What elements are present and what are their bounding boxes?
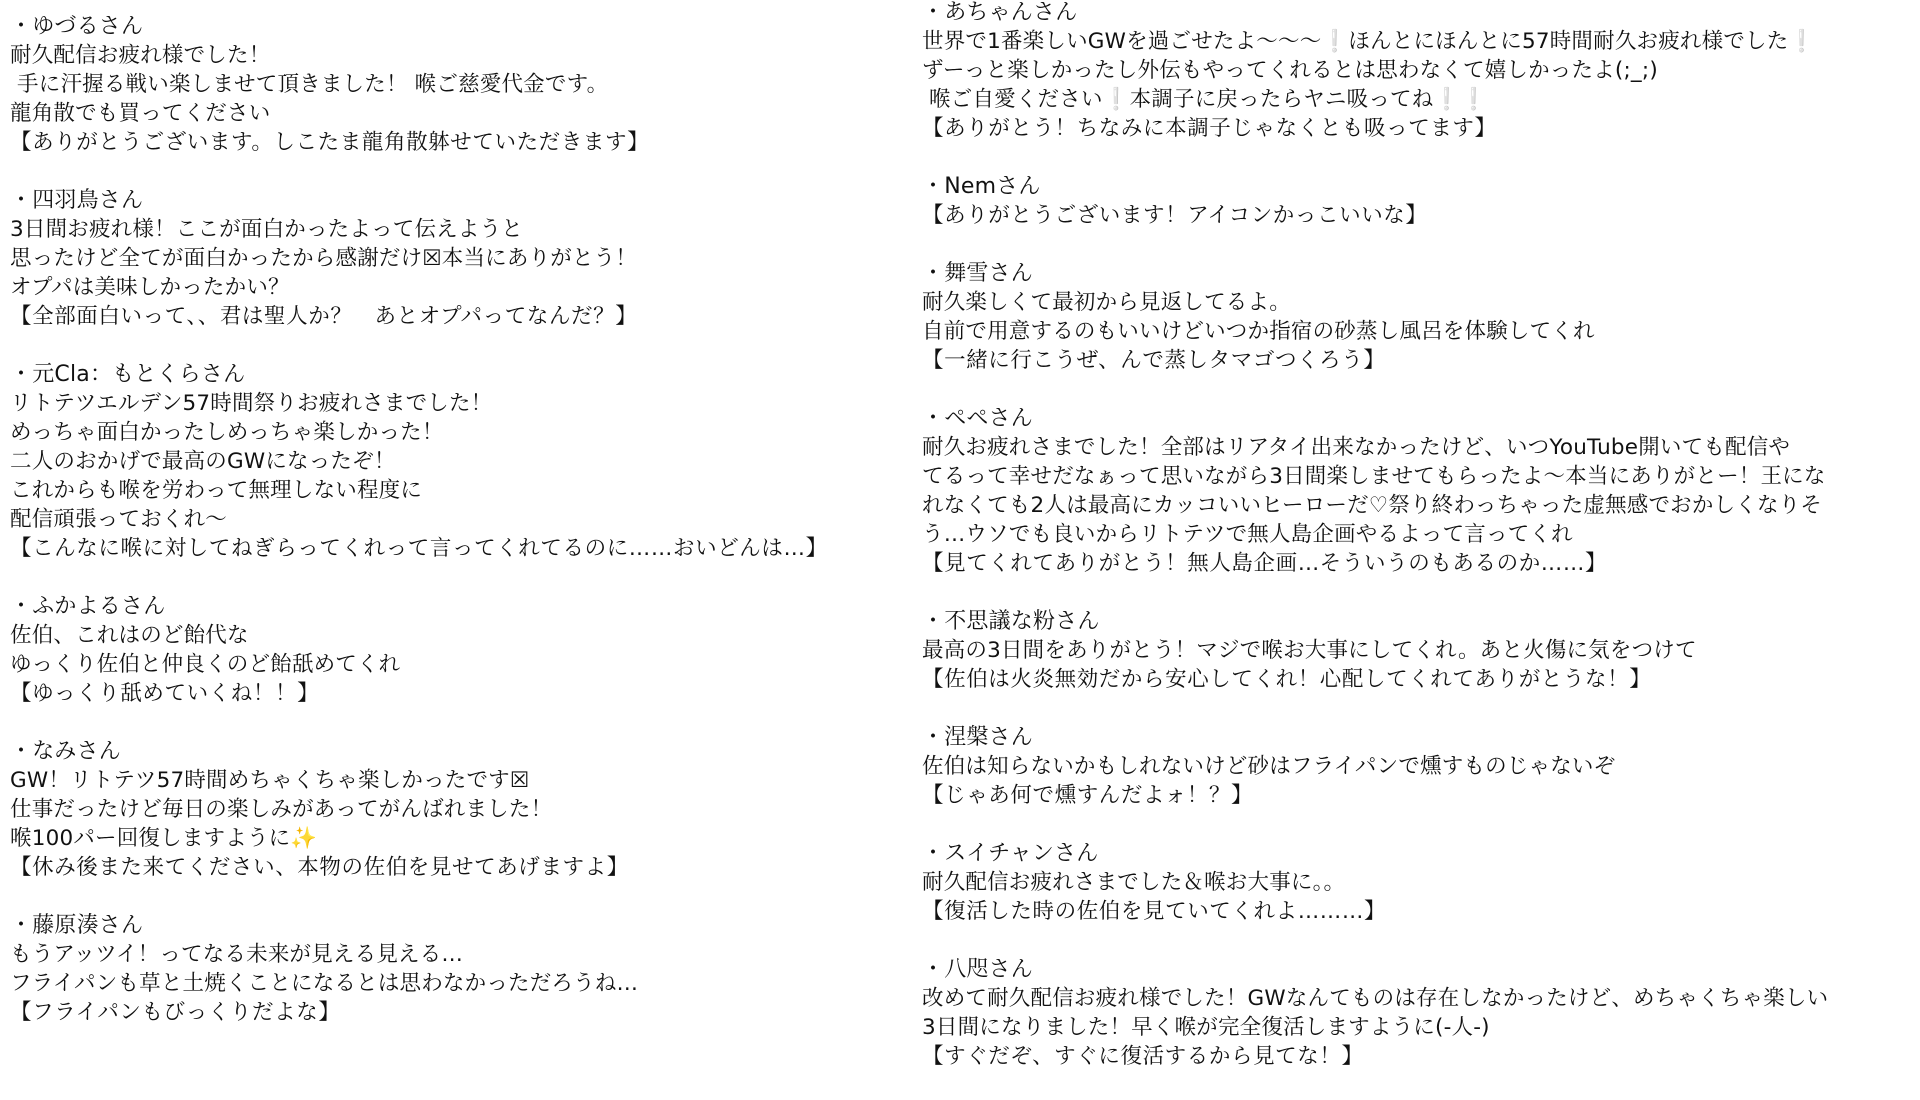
message-line: 喉100パー回復しますように✨ [10,826,318,851]
message-entry [10,592,910,708]
message-line: 耐久お疲れさまでした！全部はリアタイ出来なかったけど、いつYouTube開いても配信や [922,435,1791,460]
message-line: 思ったけど全てが面白かったから感謝だけ☒本当にありがとう！ [10,246,638,271]
message-line: 仕事だったけど毎日の楽しみがあってがんばれました！ [10,797,553,822]
reply-line: 【全部面白いって、、君は聖人か？ あとオプパってなんだ？】 [10,304,638,329]
reply-line: 【一緒に行こうぜ、んで蒸しタマゴつくろう】 [922,348,1386,373]
reply-line: 【ゆっくり舐めていくね！！】 [10,681,320,706]
message-line: オプパは美味しかったかい？ [10,275,290,300]
left-column [10,12,910,1056]
sender-name: ・元Cla：もとくらさん [10,362,246,387]
sender-name: ・藤原湊さん [10,913,144,938]
sender-name: ・スイチャンさん [922,841,1099,866]
reply-line: 【こんなに喉に対してねぎらってくれって言ってくれてるのに……おいどんは…】 [10,536,828,561]
message-line: 3日間になりました！早く喉が完全復活しますように(-人-) [922,1015,1490,1040]
sender-name: ・Nemさん [922,174,1041,199]
sender-name: ・八咫さん [922,957,1034,982]
message-line: 二人のおかげで最高のGWになったぞ！ [10,449,396,474]
message-line: 喉ご自愛ください❕本調子に戻ったらヤニ吸ってね❕❕ [922,87,1488,112]
message-line: リトテツエルデン57時間祭りお疲れさまでした！ [10,391,493,416]
message-line: れなくても2人は最高にカッコいいヒーローだ♡祭り終わっちゃった虚無感でおかしくなりそ [922,493,1823,518]
reply-line: 【ありがとう！ちなみに本調子じゃなくとも吸ってます】 [922,116,1497,141]
sender-name: ・あちゃんさん [922,0,1078,25]
message-line: 自前で用意するのもいいけどいつか指宿の砂蒸し風呂を体験してくれ [922,319,1595,344]
message-line: 手に汗握る戦い楽しませて頂きました！ 喉ご慈愛代金です。 [10,72,609,97]
reply-line: 【すぐだぞ、すぐに復活するから見てな！】 [922,1044,1364,1069]
message-entry [10,737,910,882]
message-line: 耐久楽しくて最初から見返してるよ。 [922,290,1291,315]
sender-name: ・ペペさん [922,406,1034,431]
message-entry [922,404,1912,578]
message-line: 佐伯は知らないかもしれないけど砂はフライパンで燻すものじゃないぞ [922,754,1616,779]
message-line: 耐久配信お疲れさまでした＆喉お大事に。。 [922,870,1346,895]
message-line: てるって幸せだなぁって思いながら3日間楽しませてもらったよ〜本当にありがとー！王にな [922,464,1826,489]
message-entry [922,723,1912,810]
sender-name: ・舞雪さん [922,261,1034,286]
message-line: GW！リトテツ57時間めちゃくちゃ楽しかったです☒ [10,768,530,793]
sender-name: ・四羽鳥さん [10,188,144,213]
message-line: これからも喉を労わって無理しない程度に [10,478,423,503]
message-entry [10,911,910,1027]
message-entry [922,259,1912,375]
reply-line: 【ありがとうございます！アイコンかっこいいな】 [922,203,1428,228]
message-line: 改めて耐久配信お疲れ様でした！GWなんてものは存在しなかったけど、めちゃくちゃ楽しい [922,986,1829,1011]
message-line: 世界で1番楽しいGWを過ごせたよ〜〜〜❕ほんとにほんとに57時間耐久お疲れ様でした❕ [922,29,1816,54]
message-line: う…ウソでも良いからリトテツで無人島企画やるよって言ってくれ [922,522,1573,547]
message-line: 耐久配信お疲れ様でした！ [10,43,271,68]
right-column [922,0,1912,1100]
reply-line: 【休み後また来てください、本物の佐伯を見せてあげますよ】 [10,855,629,880]
message-entry [10,12,910,157]
sender-name: ・不思議な粉さん [922,609,1100,634]
message-line: 佐伯、これはのど飴代な [10,623,249,648]
sender-name: ・ふかよるさん [10,594,166,619]
message-line: 3日間お疲れ様！ここが面白かったよって伝えようと [10,217,523,242]
reply-line: 【フライパンもびっくりだよな】 [10,1000,341,1025]
message-line: ずーっと楽しかったし外伝もやってくれるとは思わなくて嬉しかったよ(;_;) [922,58,1658,83]
message-line: 配信頑張っておくれ〜 [10,507,228,532]
message-entry [922,839,1912,926]
message-entry [922,607,1912,694]
reply-line: 【見てくれてありがとう！無人島企画…そういうのもあるのか……】 [922,551,1608,576]
reply-line: 【じゃあ何で燻すんだよォ！？】 [922,783,1254,808]
message-line: フライパンも草と土焼くことになるとは思わなかっただろうね… [10,971,639,996]
message-line: めっちゃ面白かったしめっちゃ楽しかった！ [10,420,444,445]
message-entry [922,955,1912,1071]
message-line: もうアッツイ！ってなる未来が見える見える… [10,942,464,967]
message-line: 最高の3日間をありがとう！マジで喉お大事にしてくれ。あと火傷に気をつけて [922,638,1697,663]
message-entry [10,360,910,563]
message-line: ゆっくり佐伯と仲良くのど飴舐めてくれ [10,652,401,677]
sender-name: ・なみさん [10,739,122,764]
message-entry [922,172,1912,230]
reply-line: 【復活した時の佐伯を見ていてくれよ………】 [922,899,1387,924]
sender-name: ・涅槃さん [922,725,1034,750]
reply-line: 【ありがとうございます。しこたま龍角散躰せていただきます】 [10,130,650,155]
message-entry [10,186,910,331]
message-line: 龍角散でも買ってください [10,101,271,126]
reply-line: 【佐伯は火炎無効だから安心してくれ！心配してくれてありがとうな！】 [922,667,1652,692]
message-entry [922,0,1912,143]
sender-name: ・ゆづるさん [10,14,144,39]
